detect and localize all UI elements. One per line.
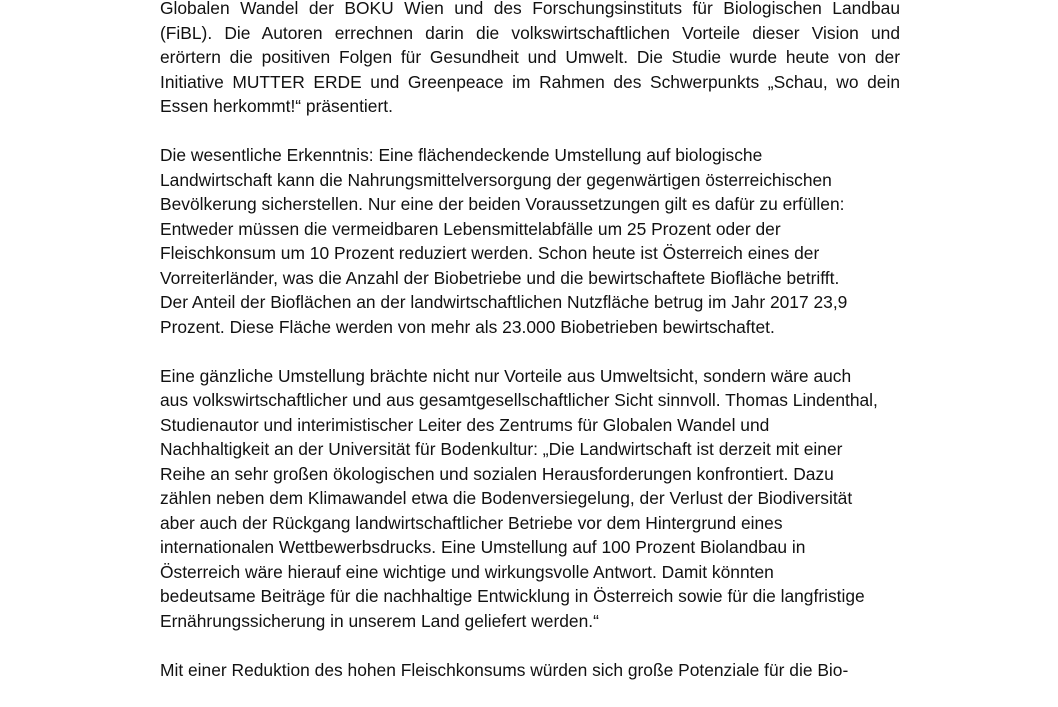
text-line: Die wesentliche Erkenntnis: Eine flächendeckende Umstellung auf biologische: [160, 145, 763, 165]
text-line: Reihe an sehr großen ökologischen und sozialen Herausforderungen konfrontiert. Dazu: [160, 463, 834, 484]
text-line: Studienautor und interimistischer Leiter des Zentrums für Globalen Wandel und: [160, 414, 770, 435]
text-line: Fleischkonsum um 10 Prozent reduziert werden. Schon heute ist Österreich eines der: [160, 243, 820, 263]
text-line: aus volkswirtschaftlicher und aus gesamtgesellschaftlicher Sicht sinnvoll. Thomas Lindenthal,: [160, 390, 878, 410]
text-line: Eine gänzliche Umstellung brächte nicht nur Vorteile aus Umweltsicht, sondern wäre auch: [160, 365, 852, 386]
text-line: (FiBL). Die Autoren errechnen darin die volkswirtschaftlichen Vorteile dieser Vision und: [160, 22, 900, 43]
text-line: Der Anteil der Bioflächen an der landwirtschaftlichen Nutzfläche betrug im Jahr 2017 23,9: [160, 292, 848, 312]
document-page: [160, 0, 900, 707]
text-line: Landwirtschaft kann die Nahrungsmittelversorgung der gegenwärtigen österreichischen: [160, 169, 832, 190]
text-line: Entweder müssen die vermeidbaren Lebensmittelabfälle um 25 Prozent oder der: [160, 218, 781, 239]
text-line: internationalen Wettbewerbsdrucks. Eine Umstellung auf 100 Prozent Biolandbau in: [160, 537, 806, 557]
text-line: Prozent. Diese Fläche werden von mehr als 23.000 Biobetrieben bewirtschaftet.: [160, 316, 775, 337]
paragraph-intro: [160, 0, 900, 119]
paragraph-closing: [160, 658, 900, 683]
text-line: zählen neben dem Klimawandel etwa die Bodenversiegelung, der Verlust der Biodiversität: [160, 488, 853, 508]
text-line: aber auch der Rückgang landwirtschaftlicher Betriebe vor dem Hintergrund eines: [160, 512, 783, 533]
paragraph-quote: [160, 364, 900, 634]
text-line: Globalen Wandel der BOKU Wien und des Forschungsinstituts für Biologischen Landbau: [160, 0, 900, 18]
text-line: Vorreiterländer, was die Anzahl der Biobetriebe und die bewirtschaftete Biofläche betrifft.: [160, 267, 840, 288]
text-line: Ernährungssicherung in unserem Land geliefert werden.“: [160, 610, 599, 631]
text-line: Initiative MUTTER ERDE und Greenpeace im Rahmen des Schwerpunkts „Schau, wo dein: [160, 71, 900, 92]
paragraph-findings: [160, 143, 900, 339]
text-line: bedeutsame Beiträge für die nachhaltige Entwicklung in Österreich sowie für die langfristige: [160, 586, 865, 606]
text-line: Österreich wäre hierauf eine wichtige und wirkungsvolle Antwort. Damit könnten: [160, 561, 774, 582]
text-line: erörtern die positiven Folgen für Gesundheit und Umwelt. Die Studie wurde heute von der: [160, 47, 900, 67]
text-line: Nachhaltigkeit an der Universität für Bodenkultur: „Die Landwirtschaft ist derzeit mit einer: [160, 439, 843, 459]
text-line: Mit einer Reduktion des hohen Fleischkonsums würden sich große Potenziale für die Bio-: [160, 659, 849, 680]
text-line: Bevölkerung sicherstellen. Nur eine der beiden Voraussetzungen gilt es dafür zu erfüllen:: [160, 194, 845, 214]
text-line: Essen herkommt!“ präsentiert.: [160, 96, 393, 116]
